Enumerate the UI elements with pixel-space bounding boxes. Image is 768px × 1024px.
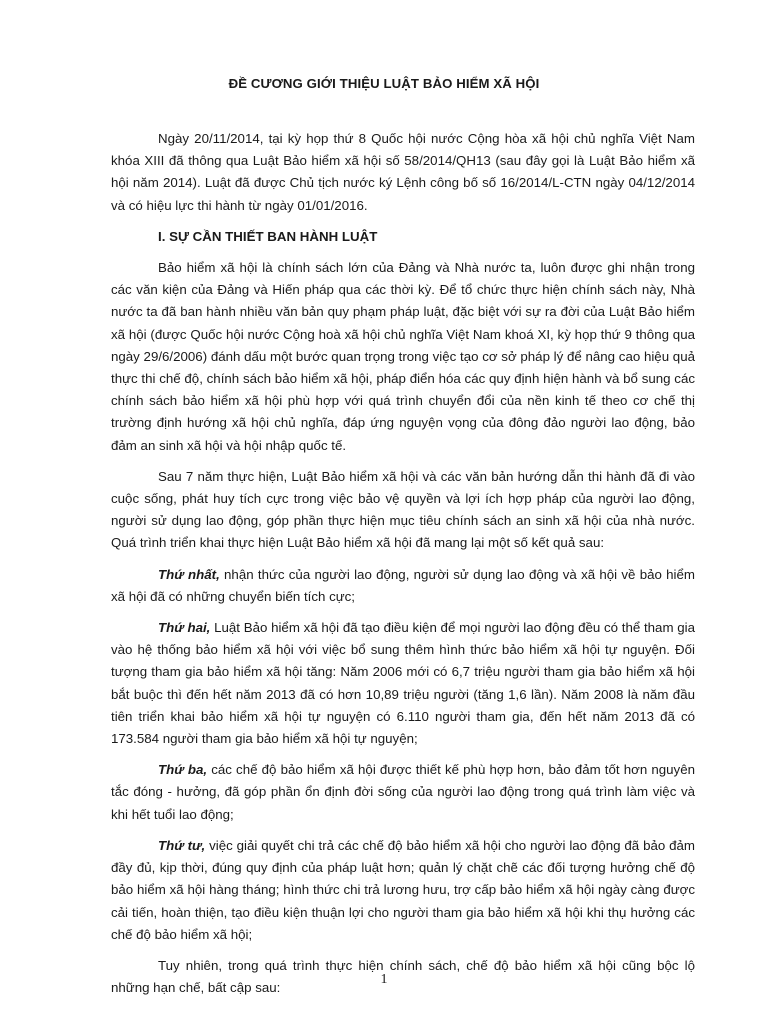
closing-paragraph: Tuy nhiên, trong quá trình thực hiện chính sách, chế độ bảo hiểm xã hội cũng bộc lộ những hạn chế, bất cập sau: [111, 957, 695, 996]
result-item-fourth [111, 835, 695, 946]
result-item-third [111, 759, 695, 826]
result-lead: Thứ tư, [158, 837, 206, 853]
section-heading: I. SỰ CẦN THIẾT BAN HÀNH LUẬT [158, 228, 378, 244]
result-text: việc giải quyết chi trả các chế độ bảo hiểm xã hội cho người lao động đã bảo đảm đầy đủ, kịp thời, đúng quy định của pháp luật hơn; quản lý chặt chẽ các đối tượng hưởng chế độ bảo hiểm xã hội hàng tháng; hình thức chi trả lương hưu, trợ cấp bảo hiểm xã hội ngày càng được cải tiến, hoàn thiện, tạo điều kiện thuận lợi cho người tham gia bảo hiểm xã hội khi thụ hưởng các chế độ bảo hiểm xã hội; [111, 837, 696, 942]
result-item-second [111, 617, 695, 750]
document-title: ĐỀ CƯƠNG GIỚI THIỆU LUẬT BẢO HIỂM XÃ HỘI [228, 76, 540, 91]
result-text: các chế độ bảo hiểm xã hội được thiết kế phù hợp hơn, bảo đảm tốt hơn nguyên tắc đóng - hưởng, đã góp phần ổn định đời sống của người lao động trong quá trình làm việc và khi hết tuổi lao động; [111, 762, 695, 822]
page-number: 1 [380, 972, 388, 987]
intro-paragraph: Ngày 20/11/2014, tại kỳ họp thứ 8 Quốc hội nước Cộng hòa xã hội chủ nghĩa Việt Nam khóa XIII đã thông qua Luật Bảo hiểm xã hội số 58/2014/QH13 (sau đây gọi là Luật Bảo hiểm xã hội năm 2014). Luật đã được Chủ tịch nước ký Lệnh công bố số 16/2014/L-CTN ngày 04/12/2014 và có hiệu lực thi hành từ ngày 01/01/2016. [111, 131, 695, 213]
document-body [111, 128, 695, 1008]
result-text: nhận thức của người lao động, người sử dụng lao động và xã hội về bảo hiểm xã hội đã có những chuyển biến tích cực; [111, 566, 695, 604]
section-paragraph-1: Bảo hiểm xã hội là chính sách lớn của Đảng và Nhà nước ta, luôn được ghi nhận trong các văn kiện của Đảng và Hiến pháp qua các thời kỳ. Để tổ chức thực hiện chính sách này, Nhà nước ta đã ban hành nhiều văn bản quy phạm pháp luật, đặc biệt với sự ra đời của Luật Bảo hiểm xã hội (được Quốc hội nước Cộng hoà xã hội chủ nghĩa Việt Nam khoá XI, kỳ họp thứ 9 thông qua ngày 29/6/2006) đánh dấu một bước quan trọng trong việc tạo cơ sở pháp lý để nâng cao hiệu quả thực thi chế độ, chính sách bảo hiểm xã hội, pháp điển hóa các quy định hiện hành và bổ sung các chính sách bảo hiểm xã hội phù hợp với quá trình chuyển đổi của nền kinh tế theo cơ chế thị trường định hướng xã hội chủ nghĩa, đáp ứng nguyện vọng của đông đảo người lao động, bảo đảm an sinh xã hội và hội nhập quốc tế. [111, 260, 695, 453]
result-text: Luật Bảo hiểm xã hội đã tạo điều kiện để mọi người lao động đều có thể tham gia vào hệ thống bảo hiểm xã hội với việc bổ sung thêm hình thức bảo hiểm xã hội tự nguyện. Đối tượng tham gia bảo hiểm xã hội tăng: Năm 2006 mới có 6,7 triệu người tham gia bảo hiểm xã hội bắt buộc thì đến hết năm 2013 đã có hơn 10,89 triệu người (tăng 1,6 lần). Năm 2008 là năm đầu tiên triển khai bảo hiểm xã hội tự nguyện có 6.110 người tham gia, đến hết năm 2013 đã có 173.584 người tham gia bảo hiểm xã hội tự nguyện; [111, 620, 695, 747]
result-lead: Thứ nhất, [158, 566, 220, 582]
result-lead: Thứ hai, [158, 620, 211, 636]
result-lead: Thứ ba, [158, 762, 208, 778]
result-item-first [111, 564, 695, 608]
section-paragraph-2: Sau 7 năm thực hiện, Luật Bảo hiểm xã hội và các văn bản hướng dẫn thi hành đã đi vào cuộc sống, phát huy tích cực trong việc bảo vệ quyền và lợi ích hợp pháp của người lao động, người sử dụng lao động, góp phần thực hiện mục tiêu chính sách an sinh xã hội của nhà nước. Quá trình triển khai thực hiện Luật Bảo hiểm xã hội đã mang lại một số kết quả sau: [111, 468, 695, 551]
